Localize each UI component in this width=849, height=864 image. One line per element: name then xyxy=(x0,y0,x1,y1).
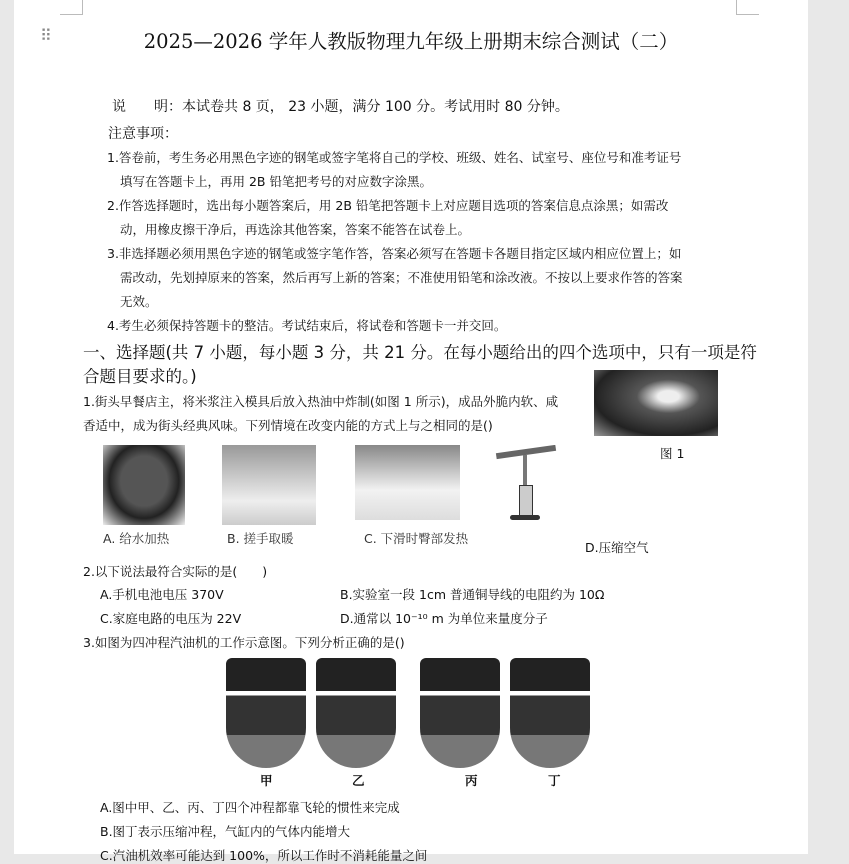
intro-line xyxy=(112,96,569,116)
figure-1-label: 图 1 xyxy=(660,446,685,461)
option-b-image xyxy=(222,445,316,525)
engine-label-bing: 丙 xyxy=(465,773,478,788)
engine-stroke-bing-image xyxy=(420,658,500,768)
note-line: 1.答卷前，考生务必用黑色字迹的钢笔或签字笔将自己的学校、班级、姓名、试室号、座位号和准考证号 xyxy=(107,150,682,165)
option-c-image xyxy=(355,445,460,520)
engine-label-ding: 丁 xyxy=(548,773,561,788)
q2-option-a: A.手机电池电压 370V xyxy=(100,587,224,602)
margin-corner-mark xyxy=(736,0,759,15)
question-1-stem: 香适中，成为街头经典风味。下列情境在改变内能的方式上与之相同的是() xyxy=(83,418,493,433)
question-2-stem: 2.以下说法最符合实际的是( ) xyxy=(83,564,268,579)
engine-label-yi: 乙 xyxy=(352,773,365,788)
section-heading: 合题目要求的。) xyxy=(83,367,197,386)
option-a-image xyxy=(103,445,185,525)
intro-text: 本试卷共 8 页， 23 小题，满分 100 分。考试用时 80 分钟。 xyxy=(182,99,569,115)
document-title: 2025—2026 学年人教版物理九年级上册期末综合测试（二） xyxy=(143,30,679,53)
figure-1-frying-image xyxy=(594,370,718,436)
drag-handle-icon[interactable]: ⠿ xyxy=(40,26,52,45)
q2-option-c: C.家庭电路的电压为 22V xyxy=(100,611,242,626)
q3-option-b: B.图丁表示压缩冲程，气缸内的气体内能增大 xyxy=(100,824,351,839)
intro-label: 说 明： xyxy=(112,99,182,115)
question-1-stem: 1.街头早餐店主，将米浆注入模具后放入热油中炸制(如图 1 所示)，成品外脆内软、咸 xyxy=(83,394,559,409)
note-line: 2.作答选择题时，选出每小题答案后，用 2B 铅笔把答题卡上对应题目选项的答案信息点涂黑；如需改 xyxy=(107,198,669,213)
q3-option-a: A.图中甲、乙、丙、丁四个冲程都靠飞轮的惯性来完成 xyxy=(100,800,400,815)
engine-label-jia: 甲 xyxy=(260,773,273,788)
question-3-stem: 3.如图为四冲程汽油机的工作示意图。下列分析正确的是() xyxy=(83,635,405,650)
q2-option-b: B.实验室一段 1cm 普通铜导线的电阻约为 10Ω xyxy=(340,587,605,602)
note-line: 需改动，先划掉原来的答案，然后再写上新的答案；不准使用铅笔和涂改液。不按以上要求作答的答案 xyxy=(120,270,683,285)
margin-corner-mark xyxy=(60,0,83,15)
note-line: 3.非选择题必须用黑色字迹的钢笔或签字笔作答，答案必须写在答题卡各题目指定区域内相应位置上；如 xyxy=(107,246,682,261)
note-line: 动，用橡皮擦干净后，再选涂其他答案，答案不能答在试卷上。 xyxy=(120,222,471,237)
option-b-caption: B. 搓手取暖 xyxy=(227,531,294,546)
notes-heading: 注意事项： xyxy=(108,126,178,142)
engine-stroke-yi-image xyxy=(316,658,396,768)
q3-option-c: C.汽油机效率可能达到 100%，所以工作时不消耗能量之间 xyxy=(100,848,428,863)
option-a-caption: A. 给水加热 xyxy=(103,531,170,546)
option-d-caption: D.压缩空气 xyxy=(585,540,649,555)
note-line: 填写在答题卡上，再用 2B 铅笔把考号的对应数字涂黑。 xyxy=(120,174,432,189)
engine-stroke-jia-image xyxy=(226,658,306,768)
option-c-caption: C. 下滑时臀部发热 xyxy=(364,531,469,546)
option-d-image xyxy=(492,445,562,523)
note-line: 4.考生必须保持答题卡的整洁。考试结束后，将试卷和答题卡一并交回。 xyxy=(107,318,507,333)
document-page xyxy=(14,0,808,863)
section-heading: 一、选择题(共 7 小题，每小题 3 分，共 21 分。在每小题给出的四个选项中，只有一项是符 xyxy=(83,343,757,362)
q2-option-d: D.通常以 10⁻¹⁰ m 为单位来量度分子 xyxy=(340,611,548,626)
engine-stroke-ding-image xyxy=(510,658,590,768)
note-line: 无效。 xyxy=(120,294,158,309)
